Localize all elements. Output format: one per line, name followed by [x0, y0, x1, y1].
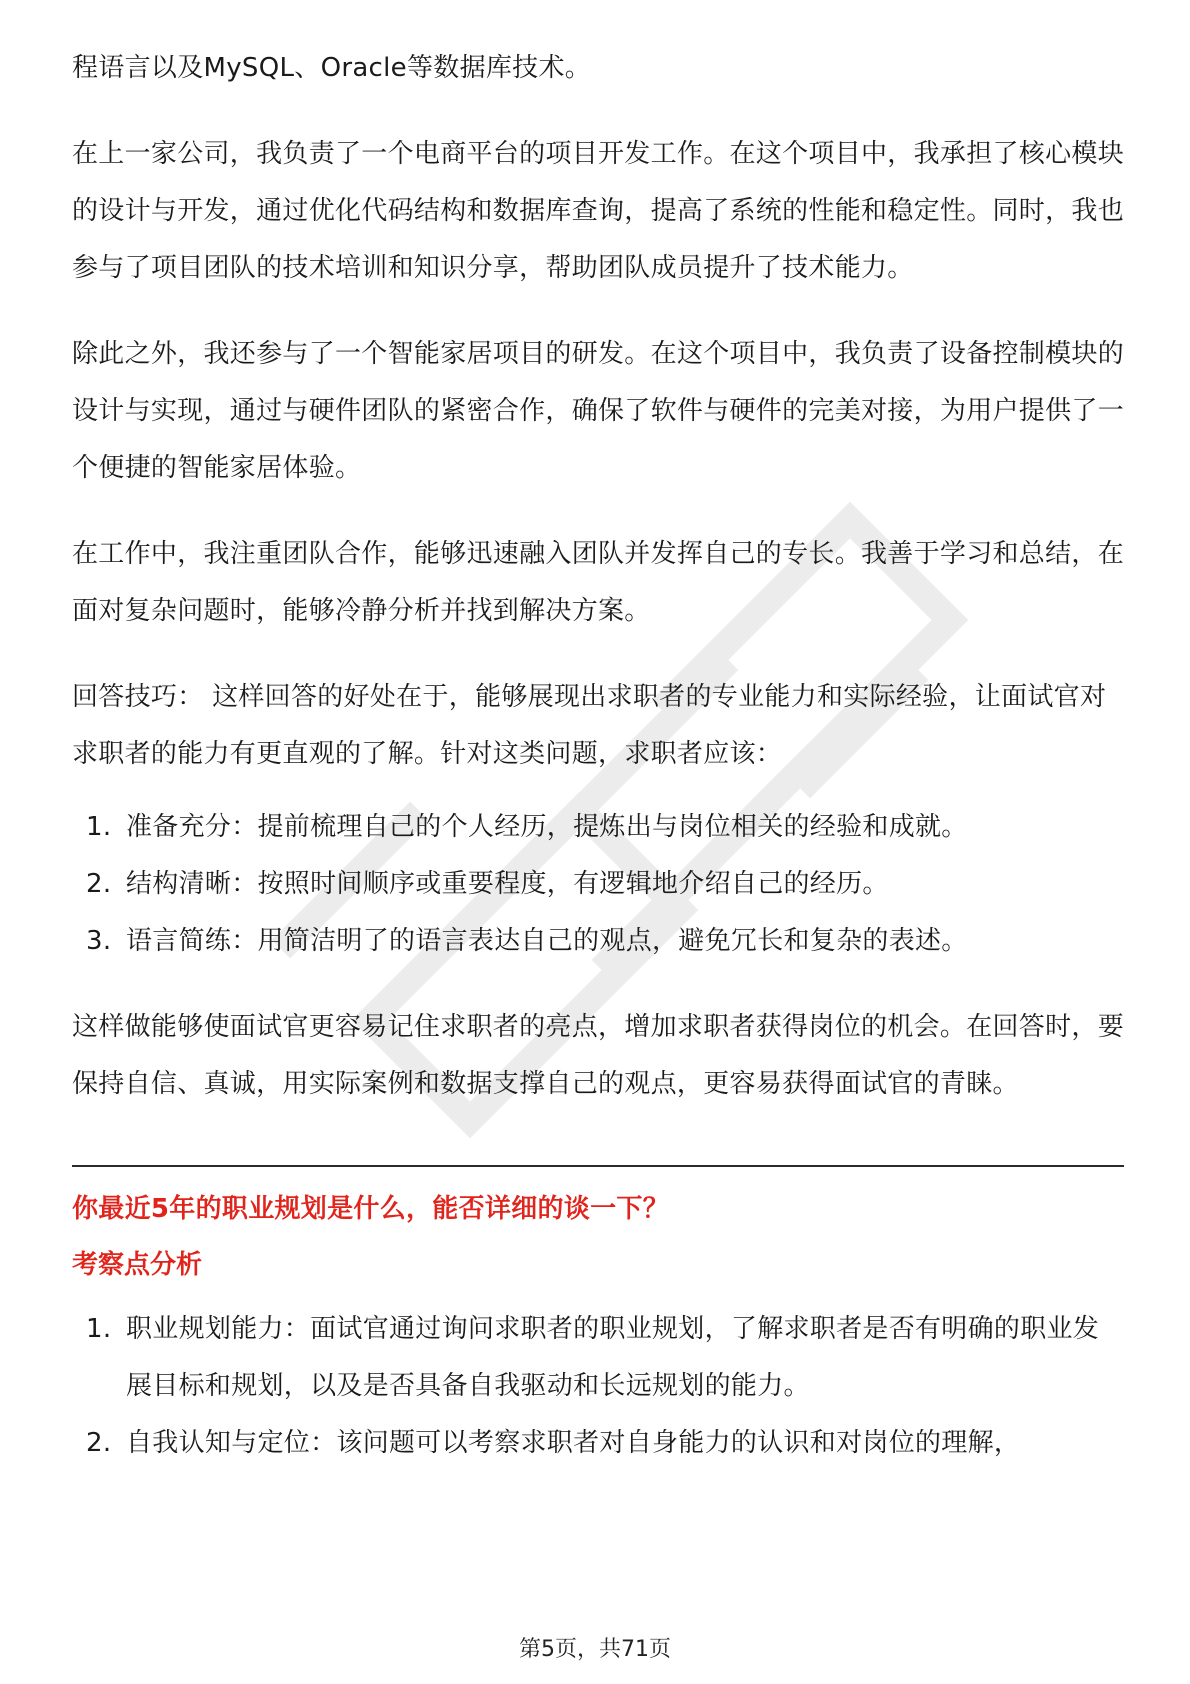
paragraph-smart-home-project: 除此之外，我还参与了一个智能家居项目的研发。在这个项目中，我负责了设备控制模块的设计与实现，通过与硬件团队的紧密合作，确保了软件与硬件的完美对接，为用户提供了一个便捷的智能家居体验。	[72, 339, 1125, 483]
list-number: 2.	[86, 869, 112, 899]
list-item-text: 结构清晰：按照时间顺序或重要程度，有逻辑地介绍自己的经历。	[126, 869, 889, 899]
list-item-text: 自我认知与定位：该问题可以考察求职者对自身能力的认识和对岗位的理解，	[126, 1428, 1021, 1458]
paragraph-answer-tips: 回答技巧： 这样回答的好处在于，能够展现出求职者的专业能力和实际经验，让面试官对求职者的能力有更直观的了解。针对这类问题，求职者应该：	[72, 682, 1107, 769]
question-heading: 你最近5年的职业规划是什么，能否详细的谈一下？	[72, 1194, 669, 1224]
list-number: 3.	[86, 926, 112, 956]
list-item	[72, 799, 1124, 856]
paragraph-teamwork: 在工作中，我注重团队合作，能够迅速融入团队并发挥自己的专长。我善于学习和总结，在面对复杂问题时，能够冷静分析并找到解决方案。	[72, 539, 1125, 626]
list-item	[72, 856, 1124, 913]
list-number: 2.	[86, 1428, 112, 1458]
page-footer: 第5页，共71页	[519, 1637, 671, 1662]
tips-list	[72, 799, 1124, 970]
list-item-text: 语言简练：用简洁明了的语言表达自己的观点，避免冗长和复杂的表述。	[126, 926, 968, 956]
list-number: 1.	[86, 812, 112, 842]
list-item	[72, 1415, 1124, 1472]
paragraph-ecommerce-project: 在上一家公司，我负责了一个电商平台的项目开发工作。在这个项目中，我承担了核心模块的设计与开发，通过优化代码结构和数据库查询，提高了系统的性能和稳定性。同时，我也参与了项目团队的技术培训和知识分享，帮助团队成员提升了技术能力。	[72, 139, 1125, 283]
paragraph-conclusion: 这样做能够使面试官更容易记住求职者的亮点，增加求职者获得岗位的机会。在回答时，要保持自信、真诚，用实际案例和数据支撑自己的观点，更容易获得面试官的青睐。	[72, 1012, 1125, 1099]
paragraph-skills-continued: 程语言以及MySQL、Oracle等数据库技术。	[72, 53, 592, 83]
analysis-list	[72, 1301, 1124, 1472]
list-number: 1.	[86, 1314, 112, 1344]
list-item	[72, 913, 1124, 970]
analysis-heading: 考察点分析	[72, 1250, 203, 1280]
section-divider	[72, 1165, 1124, 1167]
list-item-text: 准备充分：提前梳理自己的个人经历，提炼出与岗位相关的经验和成就。	[126, 812, 968, 842]
content-area	[72, 40, 1124, 1472]
list-item	[72, 1301, 1124, 1415]
list-item-text: 职业规划能力：面试官通过询问求职者的职业规划，了解求职者是否有明确的职业发展目标和规划，以及是否具备自我驱动和长远规划的能力。	[126, 1314, 1100, 1401]
